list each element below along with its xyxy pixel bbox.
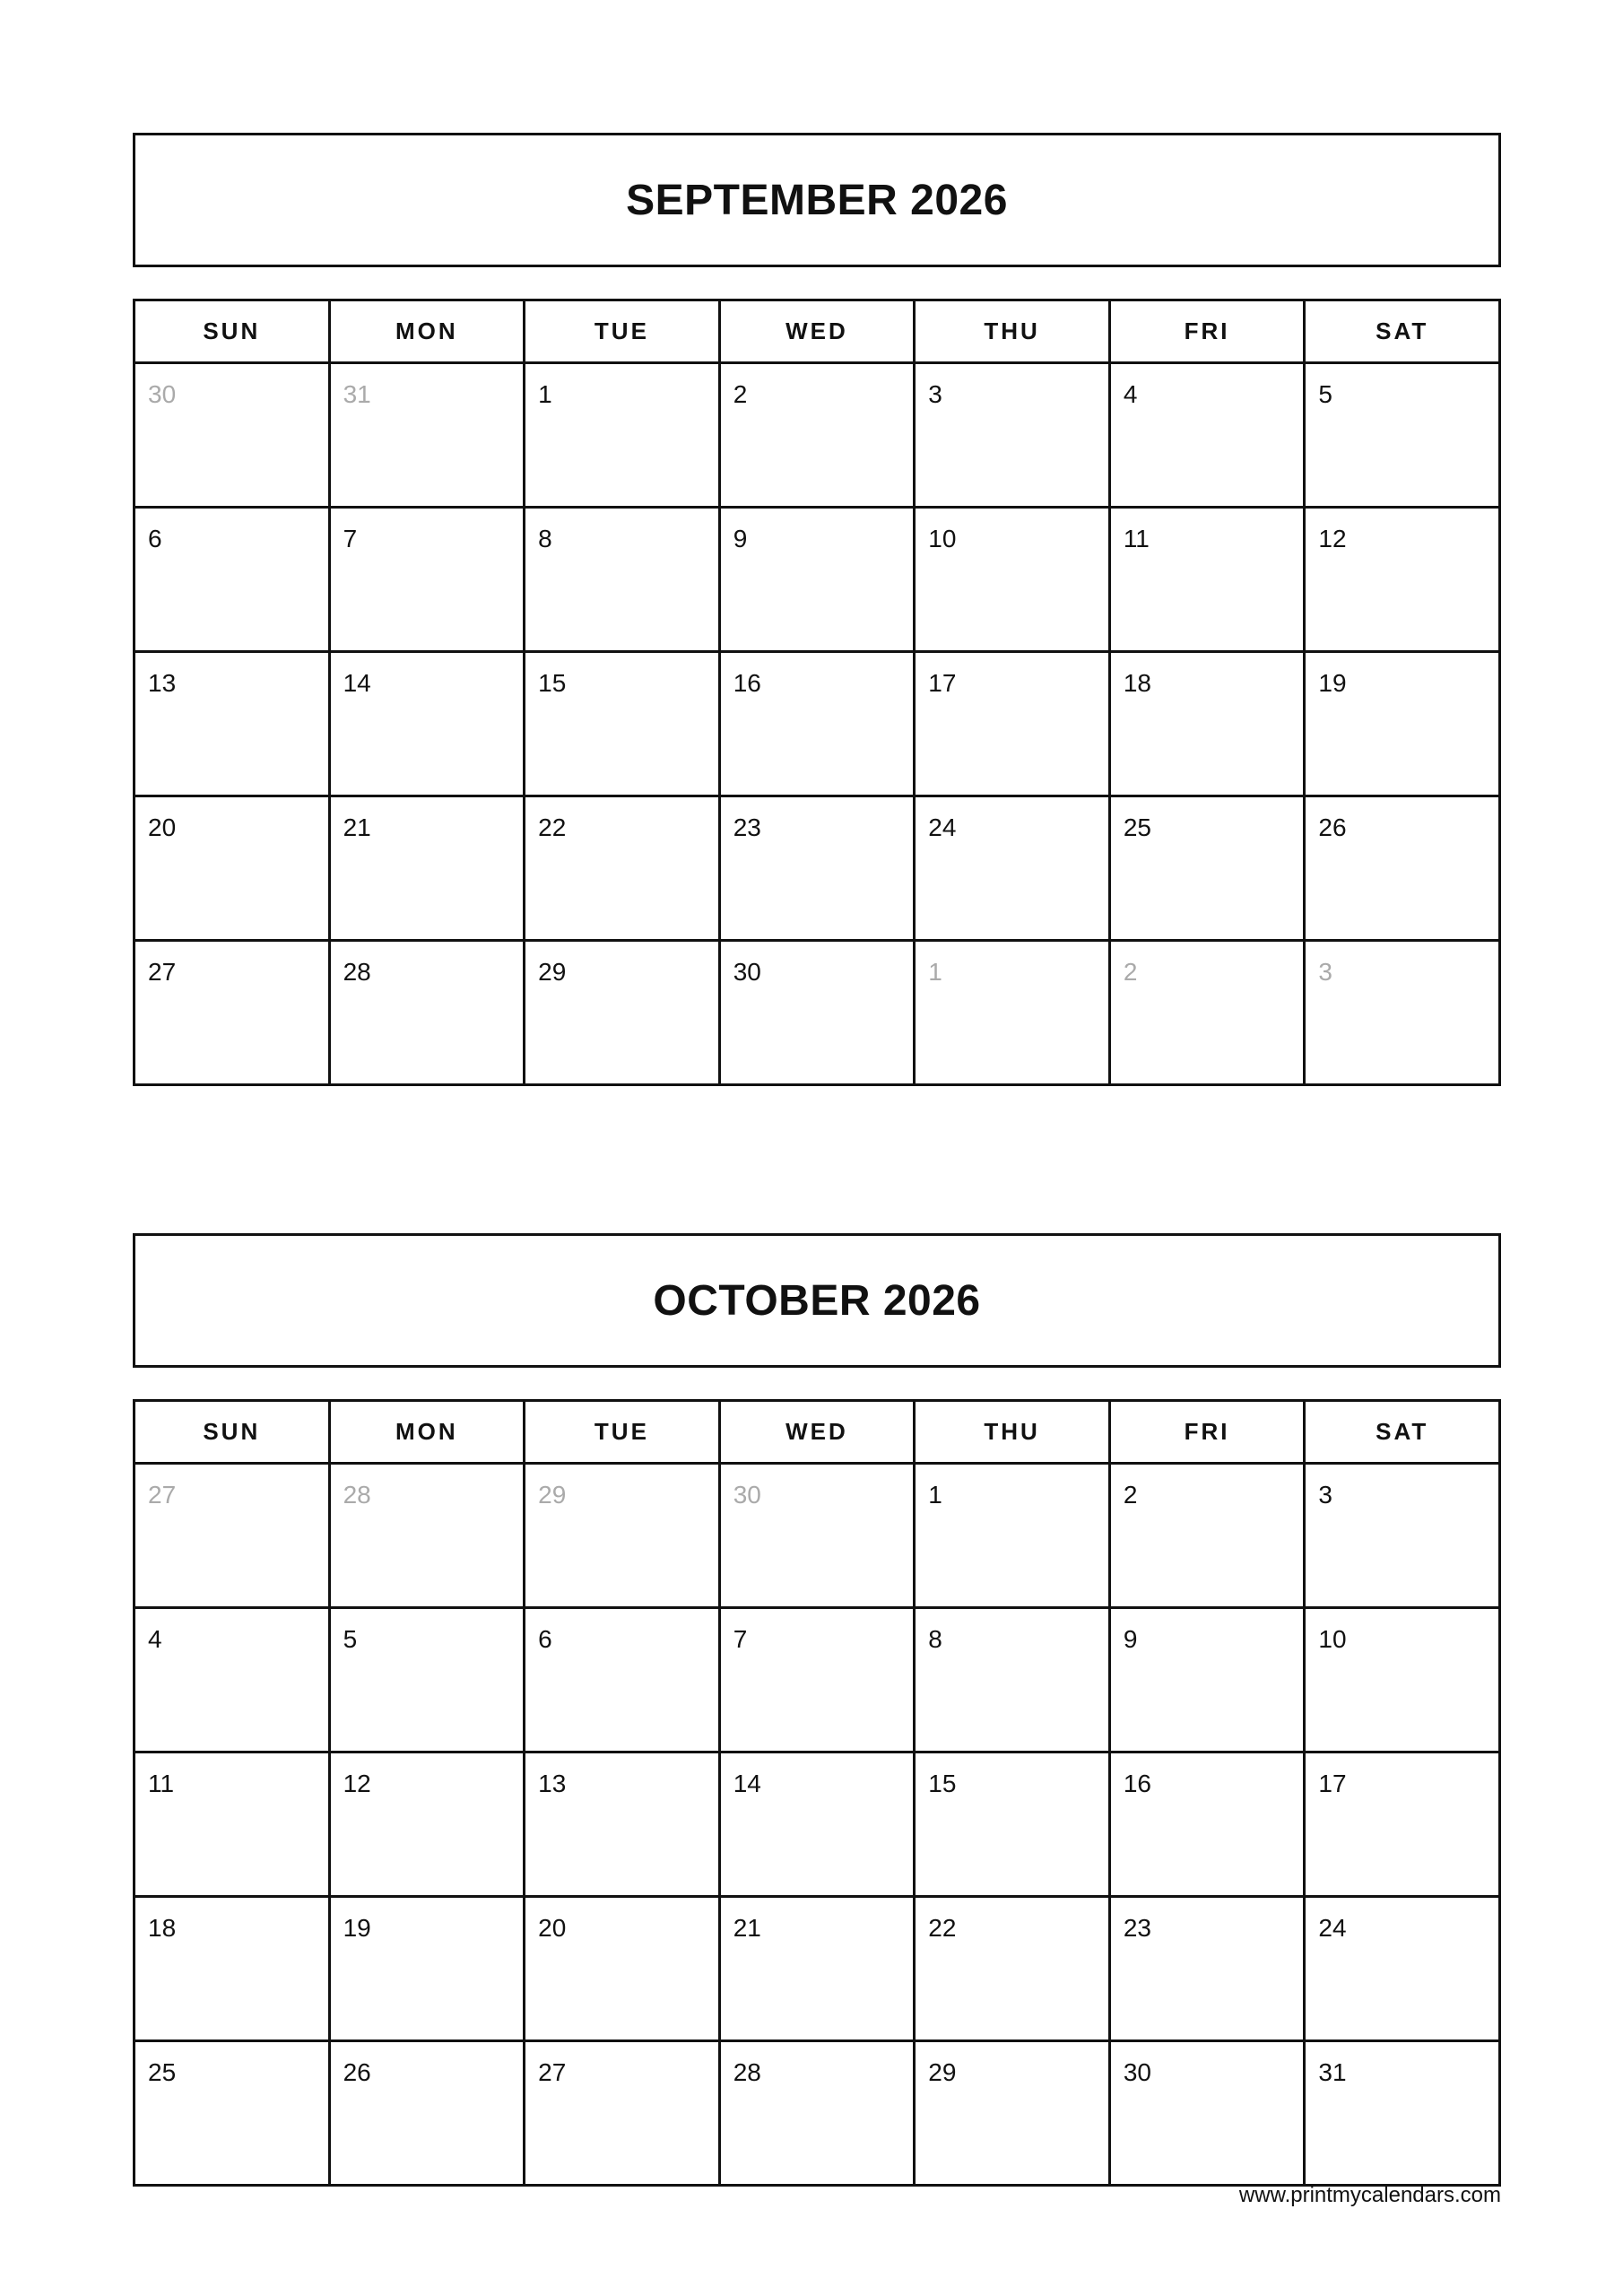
adjacent-month-day-cell: 29 [525,1464,720,1608]
day-cell: 10 [915,508,1110,652]
month-calendar-september [133,133,1501,1086]
month-calendar-october [133,1233,1501,2187]
day-cell: 2 [1109,1464,1305,1608]
week-row [135,1464,1500,1608]
week-row [135,941,1500,1085]
week-row [135,796,1500,941]
month-title-box [133,133,1501,267]
day-cell: 22 [915,1897,1110,2041]
day-cell: 20 [135,796,330,941]
day-cell: 14 [329,652,525,796]
day-cell: 29 [915,2041,1110,2186]
week-row [135,2041,1500,2186]
month-title: SEPTEMBER 2026 [626,176,1008,224]
weekday-header-mon: MON [329,300,525,363]
day-cell: 22 [525,796,720,941]
day-cell: 8 [525,508,720,652]
day-cell: 6 [525,1608,720,1752]
day-cell: 10 [1305,1608,1500,1752]
weekday-header-wed: WED [719,1401,915,1464]
day-cell: 4 [135,1608,330,1752]
adjacent-month-day-cell: 1 [915,941,1110,1085]
day-cell: 26 [329,2041,525,2186]
weekday-header-wed: WED [719,300,915,363]
day-cell: 6 [135,508,330,652]
day-cell: 30 [719,941,915,1085]
adjacent-month-day-cell: 30 [135,363,330,508]
weekday-header-row [135,1401,1500,1464]
adjacent-month-day-cell: 27 [135,1464,330,1608]
day-cell: 15 [525,652,720,796]
day-cell: 12 [329,1752,525,1897]
day-cell: 17 [915,652,1110,796]
day-cell: 5 [1305,363,1500,508]
adjacent-month-day-cell: 30 [719,1464,915,1608]
adjacent-month-day-cell: 31 [329,363,525,508]
day-cell: 13 [525,1752,720,1897]
day-cell: 26 [1305,796,1500,941]
day-cell: 24 [915,796,1110,941]
day-cell: 16 [719,652,915,796]
day-cell: 21 [719,1897,915,2041]
day-cell: 8 [915,1608,1110,1752]
day-cell: 14 [719,1752,915,1897]
day-cell: 15 [915,1752,1110,1897]
month-title: OCTOBER 2026 [653,1276,981,1325]
day-cell: 19 [1305,652,1500,796]
weekday-header-sun: SUN [135,300,330,363]
day-cell: 19 [329,1897,525,2041]
day-cell: 4 [1109,363,1305,508]
calendar-grid [133,1399,1501,2187]
day-cell: 21 [329,796,525,941]
day-cell: 7 [329,508,525,652]
weekday-header-sun: SUN [135,1401,330,1464]
day-cell: 17 [1305,1752,1500,1897]
weekday-header-sat: SAT [1305,1401,1500,1464]
weekday-header-tue: TUE [525,1401,720,1464]
adjacent-month-day-cell: 2 [1109,941,1305,1085]
day-cell: 11 [135,1752,330,1897]
day-cell: 18 [135,1897,330,2041]
week-row [135,1608,1500,1752]
weekday-header-mon: MON [329,1401,525,1464]
week-row [135,1897,1500,2041]
weekday-header-tue: TUE [525,300,720,363]
day-cell: 29 [525,941,720,1085]
day-cell: 25 [1109,796,1305,941]
day-cell: 3 [915,363,1110,508]
day-cell: 12 [1305,508,1500,652]
day-cell: 27 [525,2041,720,2186]
day-cell: 1 [915,1464,1110,1608]
day-cell: 23 [719,796,915,941]
day-cell: 5 [329,1608,525,1752]
day-cell: 28 [719,2041,915,2186]
day-cell: 27 [135,941,330,1085]
footer-website-link[interactable]: www.printmycalendars.com [1238,2183,1501,2207]
month-title-box [133,1233,1501,1368]
day-cell: 16 [1109,1752,1305,1897]
day-cell: 9 [1109,1608,1305,1752]
weekday-header-fri: FRI [1109,1401,1305,1464]
adjacent-month-day-cell: 28 [329,1464,525,1608]
weekday-header-row [135,300,1500,363]
day-cell: 23 [1109,1897,1305,2041]
weekday-header-sat: SAT [1305,300,1500,363]
day-cell: 20 [525,1897,720,2041]
day-cell: 28 [329,941,525,1085]
day-cell: 9 [719,508,915,652]
day-cell: 13 [135,652,330,796]
week-rows [135,1464,1500,2186]
day-cell: 25 [135,2041,330,2186]
week-row [135,1752,1500,1897]
day-cell: 7 [719,1608,915,1752]
day-cell: 2 [719,363,915,508]
week-row [135,363,1500,508]
weekday-header-thu: THU [915,1401,1110,1464]
weekday-header-fri: FRI [1109,300,1305,363]
day-cell: 24 [1305,1897,1500,2041]
day-cell: 31 [1305,2041,1500,2186]
day-cell: 11 [1109,508,1305,652]
day-cell: 30 [1109,2041,1305,2186]
day-cell: 3 [1305,1464,1500,1608]
week-row [135,508,1500,652]
adjacent-month-day-cell: 3 [1305,941,1500,1085]
week-rows [135,363,1500,1085]
week-row [135,652,1500,796]
weekday-header-thu: THU [915,300,1110,363]
day-cell: 1 [525,363,720,508]
day-cell: 18 [1109,652,1305,796]
calendar-grid [133,299,1501,1086]
